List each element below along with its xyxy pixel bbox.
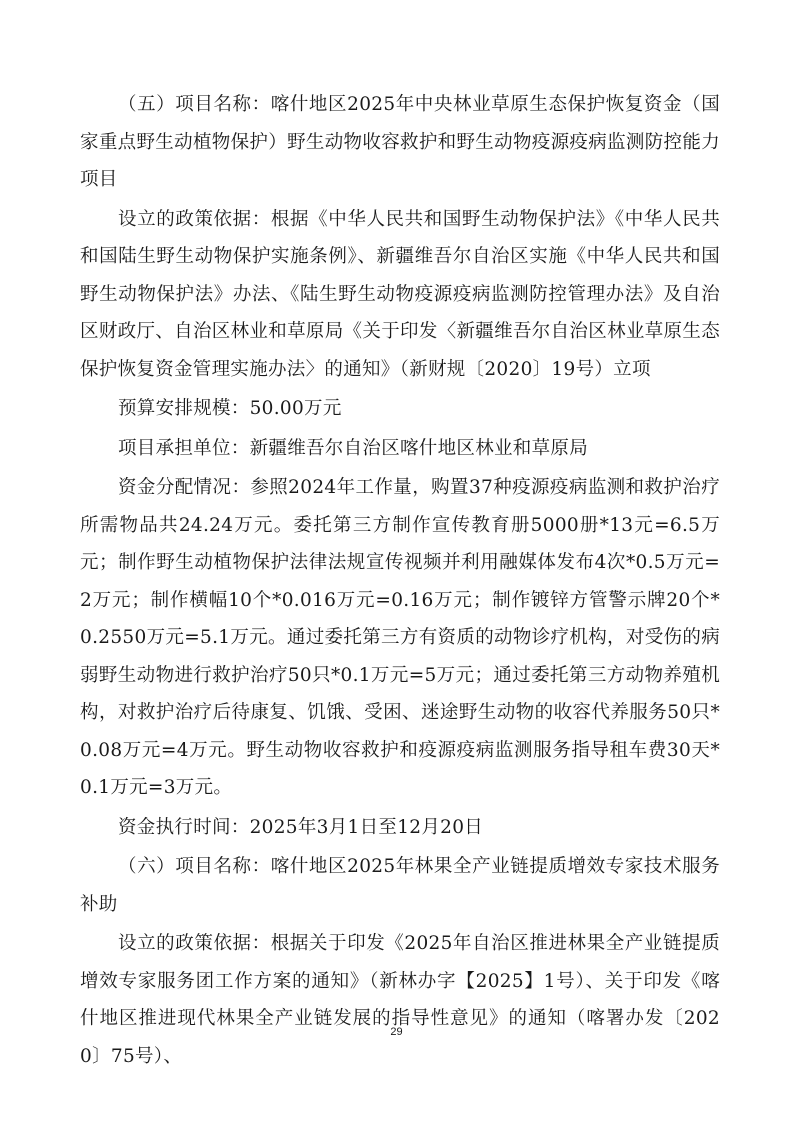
page-number: 29 (390, 1026, 403, 1038)
project-5-execution-time: 资金执行时间：2025年3月1日至12月20日 (118, 816, 484, 838)
project-5-fund-allocation: 资金分配情况：参照2024年工作量，购置37种疫源疫病监测和救护治疗所需物品共24.24万元。委托第三方制作宣传教育册5000册*13元=6.5万元；制作野生动植物保护法律法规宣传视频并利用融媒体发布4次*0.5万元=2万元；制作横幅10个*0.016万元=0.16万元；制作镀锌方管警示牌20个*0.2550万元=5.1万元。通过委托第三方有资质的动物诊疗机构，对受伤的病弱野生动物进行救护治疗50只*0.1万元=5万元；通过委托第三方动物养殖机构，对救护治疗后待康复、饥饿、受困、迷途野生动物的收容代养服务50只*0.08万元=4万元。野生动物收容救护和疫源疫病监测服务指导租车费30天*0.1万元=3万元。 (80, 477, 720, 798)
project-5-budget: 预算安排规模：50.00万元 (118, 398, 342, 419)
project-5-policy-basis: 设立的政策依据：根据《中华人民共和国野生动物保护法》《中华人民共和国陆生野生动物保护实施条例》、新疆维吾尔自治区实施《中华人民共和国野生动物保护法》办法、《陆生野生动物疫源疫病监测防控管理办法》及自治区财政厅、自治区林业和草原局《关于印发〈新疆维吾尔自治区林业草原生态保护恢复资金管理实施办法〉的通知》（新财规〔2020〕19号）立项 (80, 208, 720, 380)
project-5-undertaking-unit: 项目承担单位：新疆维吾尔自治区喀什地区林业和草原局 (118, 437, 589, 459)
project-6-policy-basis: 设立的政策依据：根据关于印发《2025年自治区推进林果全产业链提质增效专家服务团工作方案的通知》（新林办字【2025】1号）、关于印发《喀什地区推进现代林果全产业链发展的指导性意见》的通知（喀署办发〔2020〕75号）、 (80, 933, 720, 1067)
project-6-title: （六）项目名称：喀什地区2025年林果全产业链提质增效专家技术服务补助 (80, 856, 720, 915)
project-5-title: （五）项目名称：喀什地区2025年中央林业草原生态保护恢复资金（国家重点野生动植物保护）野生动物收容救护和野生动物疫源疫病监测防控能力项目 (80, 94, 720, 190)
document-body (80, 86, 720, 1075)
